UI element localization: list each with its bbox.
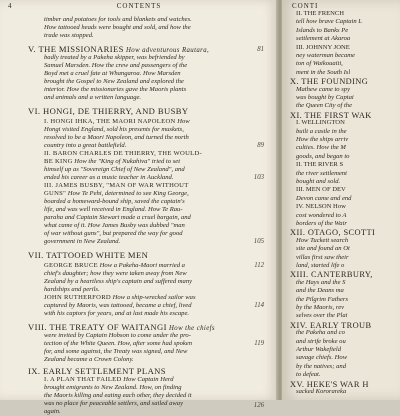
right-text-line: the river settlement (296, 169, 347, 177)
page-ref: 119 (254, 340, 264, 347)
text-line: timber and potatoes for tools and blankets and watches. (44, 16, 192, 23)
subsection-title: GEORGE BRUCE (44, 262, 98, 269)
section-title-rest: How the chiefs (166, 325, 215, 332)
page-ref: 114 (254, 302, 264, 309)
right-text-line: by the natives; and (296, 362, 346, 370)
subsection-plan-failed (44, 376, 174, 384)
text-line: tection of the White Queen. How, after some had spoken (44, 340, 193, 347)
right-text-line: site and found an Ot (296, 245, 350, 253)
right-section-title: XV. HEKE'S WAR H (290, 379, 369, 389)
right-text-line: culties. How the M (296, 144, 346, 152)
right-text-line: III. MEN OF DEV (296, 186, 346, 194)
running-head (8, 2, 270, 14)
text-line: again. (44, 408, 61, 415)
right-text-line: How the ships arriv (296, 136, 349, 143)
right-text-line: goods, and began to (296, 152, 350, 160)
right-text-line: II. THE RIVER S (296, 161, 344, 169)
right-section-title: XI. THE FIRST WAK (290, 110, 372, 120)
subsection-bruce (44, 262, 185, 270)
text-line: interior. How the missionaries gave the Maoris plants (44, 86, 187, 93)
text-line: captured by Maoris, was tattooed, became a chief, lived (44, 302, 192, 309)
text-line: trade was stopped. (44, 32, 94, 39)
subsection-title: I. HONGI IHKA, THE MAORI NAPOLEON (44, 118, 176, 125)
right-text-line: II. THE FRENCH (296, 10, 345, 17)
text-line: How a ship-wrecked sailor was (110, 294, 196, 301)
page-ref: 112 (254, 262, 264, 269)
text-line: hardships and perils. (44, 286, 100, 293)
page-ref: 126 (253, 402, 264, 409)
text-line: boarded a homeward-bound ship, saved the captain's (44, 198, 185, 205)
right-text-line: the Pakeha and co (296, 329, 345, 337)
right-text-line: How Tuckett search (296, 236, 349, 244)
right-text-line: Mathew came to spy (296, 85, 351, 93)
right-section-title: XIII. CANTERBURY, (290, 270, 373, 280)
text-line: resolved to be a Maori Napoleon, and turned the north (44, 134, 189, 141)
text-line: life, and was well received in England. How Te Rau- (44, 206, 183, 213)
right-page (282, 0, 400, 400)
text-line: ended his career as a music teacher in Auckland. (44, 174, 174, 181)
text-line: was no place for peaceable settlers, and sailed away (44, 400, 183, 407)
page-ref: 89 (257, 142, 264, 149)
right-text-line: and the Deans ma (296, 287, 344, 295)
right-running-head: CONTI (292, 2, 319, 10)
right-text-line: Arthur Wakefield (296, 346, 341, 353)
right-text-line: the Pilgrim Fathers (296, 295, 349, 303)
text-line: Zealand by a heartless ship's captain and suffered many (44, 278, 193, 285)
text-line: Samuel Marsden. How the crew and passengers of the (44, 62, 188, 69)
page-ref: 81 (257, 46, 264, 53)
text-line (44, 158, 180, 166)
page-ref: 103 (253, 174, 264, 181)
right-text-line: savage chiefs. How (296, 354, 348, 362)
subsection-busby: III. JAMES BUSBY, "MAN OF WAR WITHOUT (44, 182, 189, 189)
section-title-hongi: VI. HONGI, DE THIERRY, AND BUSBY (28, 106, 189, 116)
text-line: were invited by Captain Hobson to come under the pro- (44, 332, 191, 339)
text-line: How the "King of Nukahiva" tried to set (72, 158, 181, 165)
text-line: of war without guns", but prepared the way for good (44, 230, 183, 237)
right-text-line: settlement at Akaroa (296, 35, 351, 43)
text-line: with his captors for years, and at last made his escape. (44, 310, 190, 317)
page-ref: 105 (253, 238, 264, 245)
text-line: badly treated by a Pakeha skipper, was befriended by (44, 54, 185, 61)
right-text-line: ment in the South Isl (296, 68, 351, 76)
right-text-line: sacked Kororareka (296, 388, 347, 395)
right-section-title: XIV. EARLY TROUB (290, 320, 372, 330)
text-line: How a Pakeha-Maori married a (97, 262, 185, 269)
right-text-line: to defeat. (296, 371, 321, 379)
text-line: How Te Pehi, determined to see King George, (66, 190, 189, 197)
right-text-line: and strife broke ou (296, 337, 346, 345)
text-line: Hongi visited England, sold his presents for muskets, (44, 126, 184, 133)
text-line: How (175, 118, 190, 125)
right-text-line: was bought by Captai (296, 94, 354, 101)
section-title-missionaries (28, 44, 209, 54)
text-line: Boyd met a cruel fate at Whangaroa. How Marsden (44, 70, 181, 77)
section-title-tattooed: VII. TATTOOED WHITE MEN (28, 250, 149, 260)
right-text-line: the Hays and the S (296, 278, 346, 286)
subsection-rutherford (44, 294, 196, 302)
text-line: government in New Zealand. (44, 238, 121, 245)
right-text-line: borders of the Wair (296, 220, 347, 227)
text-line: what came of it. How James Busby was dubbed "man (44, 222, 185, 229)
subsection-title: BE KING (44, 158, 73, 165)
right-text-line: tell how brave Captain L (296, 18, 362, 26)
text-line: chief's daughter; how they were taken away from New (44, 270, 187, 277)
text-line: and animals and a written language. (44, 94, 142, 101)
right-text-line: III. JOHNNY JONE (296, 43, 350, 51)
subsection-de-thierry: II. BARON CHARLES DE THIERRY, THE WOULD- (44, 150, 203, 157)
right-text-line: villas first saw their (296, 253, 349, 261)
text-line: Zealand became a Crown Colony. (44, 356, 134, 363)
text-line: How tattooed heads were bought and sold, and how the (44, 24, 191, 31)
text-line: the Maoris killing and eating each other, they decided it (44, 392, 192, 399)
right-section-title: X. THE FOUNDING (290, 77, 369, 87)
right-text-line: by the Maoris, rev (296, 304, 345, 311)
page-title: CONTENTS (116, 2, 162, 10)
section-title-text: VIII. THE TREATY OF WAITANGI (28, 322, 167, 332)
right-text-line: cost wondered to A (296, 211, 347, 219)
right-text-line: bought and sold. (296, 178, 341, 185)
right-text-line: Devon came and end (296, 194, 352, 202)
right-section-title: XII. OTAGO, SCOTTI (290, 228, 376, 238)
right-text-line: the Queen City of the (296, 102, 353, 110)
section-title-rest: How adventurous Rautara, (123, 47, 210, 54)
text-line: How Captain Herd (121, 376, 174, 383)
subsection-hongi-ihka (44, 118, 190, 126)
text-line: brought the Gospel to New Zealand and explored the (44, 78, 184, 85)
subsection-title: JOHN RUTHERFORD (44, 294, 111, 301)
right-text-line: selves over the Plai (296, 312, 348, 320)
right-text-line: land, started life o (296, 262, 345, 269)
text-line: for, and some against, the Treaty was signed, and New (44, 348, 188, 355)
right-text-line: IV. NELSON How (296, 203, 346, 211)
section-title-plans: IX. EARLY SETTLEMENT PLANS (28, 366, 166, 376)
subsection-title: GUNS" (44, 190, 67, 197)
text-line: himself up as "Sovereign Chief of New Zealand", and (44, 166, 185, 173)
right-text-line: Islands to Banks Pe (296, 26, 349, 34)
section-title-text: V. THE MISSIONARIES (28, 44, 124, 54)
right-text-line: I. WELLINGTON (296, 119, 345, 127)
page-number: 4 (8, 2, 13, 10)
right-text-line: built a castle in the (296, 127, 347, 135)
right-text-line: ney waterman became (296, 52, 355, 59)
text-line: paraha and Captain Stewart made a cruel bargain, and (44, 214, 191, 221)
text-line: brought emigrants to New Zealand. How, on finding (44, 384, 182, 391)
text-line: country into a great battlefield. (44, 142, 127, 149)
text-line (44, 190, 189, 198)
right-text-line: ton of Waikouaiti, (296, 60, 343, 68)
section-title-treaty (28, 322, 215, 332)
subsection-title: I. A PLAN THAT FAILED (44, 376, 122, 383)
